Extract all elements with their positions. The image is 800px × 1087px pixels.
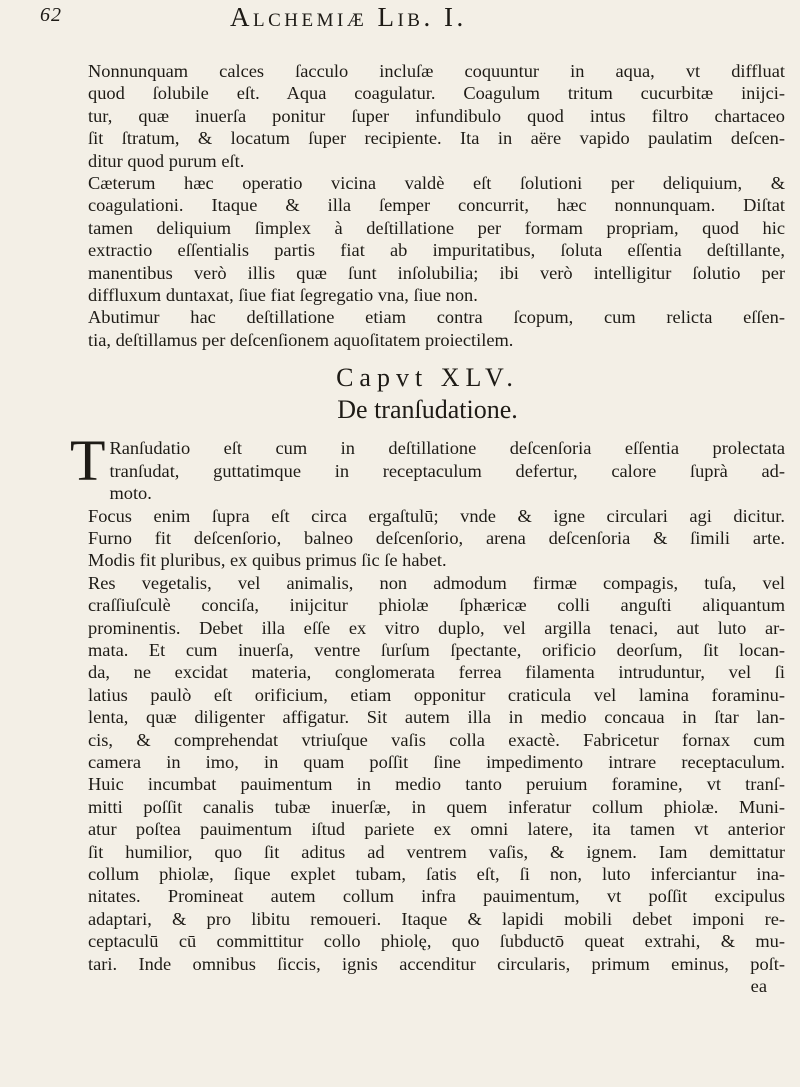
body-text — [70, 60, 785, 997]
text-line: Huic incumbat pauimentum in medio tanto peruium foramine, vt tranſ- — [88, 774, 785, 795]
chapter-title: De tranſudatione. — [337, 395, 518, 425]
text-line: adaptari, & pro libitu remoueri. Itaque & lapidi mobili debet imponi re- — [88, 908, 785, 929]
text-line: Nonnunquam calces ſacculo incluſæ coquuntur in aqua, vt diffluat — [88, 61, 785, 81]
text-line: Ranſudatio eſt cum in deſtillatione deſcenſoria eſſentia prolectata — [109, 438, 785, 459]
text-line: prominentis. Debet illa eſſe ex vitro duplo, vel argilla tenaci, aut luto ar- — [88, 617, 785, 638]
text-line: craſſiuſculè conciſa, inijcitur phiolæ ſphæricæ colli anguſti aliquantum — [88, 595, 785, 616]
text-line: tranſudat, guttatimque in receptaculum defertur, calore ſuprà ad- — [109, 460, 785, 481]
paragraph — [70, 572, 785, 975]
text-line: moto. — [109, 483, 152, 504]
paragraph — [70, 428, 785, 504]
text-line: Res vegetalis, vel animalis, non admodum firmæ compagis, tuſa, vel — [88, 572, 785, 593]
text-line: ſit humilior, quo ſit aditus ad ventrem vaſis, & ignem. Iam demittatur — [88, 841, 785, 862]
text-line: tur, quæ inuerſa ponitur ſuper infundibulo quod intus filtro chartaceo — [88, 105, 785, 126]
text-line: atur poſtea pauimentum iſtud pariete ex omni latere, ita tamen vt anterior — [88, 819, 785, 840]
text-line: camera in imo, in quam poſſit ſine impedimento intrare receptaculum. — [88, 751, 785, 772]
text-line: manentibus verò illis quæ ſunt inſolubilia; ibi verò intelligitur ſolutio per — [88, 262, 785, 283]
paragraph — [70, 505, 785, 572]
text-line: Furno fit deſcenſorio, balneo deſcenſorio, arena deſcenſoria & ſimili arte. — [88, 527, 785, 548]
paragraph — [70, 172, 785, 351]
text-line: tari. Inde omnibus ſiccis, ignis accenditur circularis, primum eminus, poſt- — [88, 953, 785, 974]
text-line: tamen deliquium ſimplex à deſtillatione per formam propriam, quod hic — [88, 217, 785, 238]
text-line: Focus enim ſupra eſt circa ergaſtulū; vnde & igne circulari agi dicitur. — [88, 505, 785, 526]
text-line: mata. Et cum inuerſa, ventre ſurſum ſpectante, orificio deorſum, ſit locan- — [88, 639, 785, 660]
text-line: quod ſolubile eſt. Aqua coagulatur. Coagulum tritum cucurbitæ inijci- — [88, 83, 785, 104]
text-line: ceptaculū cū committitur collo phiolę, quo ſubductō queat extrahi, & mu- — [88, 931, 785, 952]
text-line: coagulationi. Itaque & illa ſemper concurrit, hæc nonnunquam. Diſtat — [88, 195, 785, 216]
text-line: diffluxum duntaxat, ſiue fiat ſegregatio vna, ſiue non. — [88, 285, 478, 306]
text-line: ſit ſtratum, & locatum ſuper recipiente. Ita in aëre vapido paulatim deſcen- — [88, 128, 785, 149]
text-line: Cæterum hæc operatio vicina valdè eſt ſolutioni per deliquium, & — [88, 173, 785, 194]
catchword: ea — [750, 976, 767, 997]
text-line: tia, deſtillamus per deſcenſionem aquoſitatem proiectilem. — [88, 329, 514, 350]
running-head — [40, 4, 760, 44]
text-line: cis, & comprehendat vtriuſque vaſis colla exactè. Fabricetur fornax cum — [88, 729, 785, 750]
chapter-heading: Capvt XLV. — [336, 363, 519, 393]
text-line: Abutimur hac deſtillatione etiam contra ſcopum, cum relicta eſſen- — [88, 307, 785, 328]
text-line: latius paulò eſt orificium, etiam opponitur craticula vel lamina foraminu- — [88, 684, 785, 705]
text-line: collum phiolæ, ſique explet tubam, ſatis eſt, ſi non, luto inferciantur ina- — [88, 864, 785, 884]
text-line: extractio eſſentialis partis fiat ab impuritatibus, ſoluta eſſentia deſtillante, — [88, 240, 785, 261]
text-line: ditur quod purum eſt. — [88, 150, 245, 171]
text-line: Modis fit pluribus, ex quibus primus ſic ſe habet. — [88, 550, 447, 571]
text-line: da, ne excidat materia, conglomerata ferrea filamenta intruduntur, vel ſi — [88, 662, 785, 683]
running-title: Alchemiæ Lib. I. — [230, 2, 467, 32]
text-line: mitti poſſit canalis tubæ inuerſæ, in quem inferatur collum phiolæ. Muni- — [88, 796, 785, 817]
page-number: 62 — [40, 4, 62, 26]
drop-cap: T — [70, 428, 106, 494]
text-line: lenta, quæ diligenter affigatur. Sit autem illa in medio concaua in ſtar lan- — [88, 707, 785, 728]
text-line: nitates. Promineat autem collum infra pauimentum, vt poſſit excipulus — [88, 886, 785, 907]
paragraph — [70, 60, 785, 172]
